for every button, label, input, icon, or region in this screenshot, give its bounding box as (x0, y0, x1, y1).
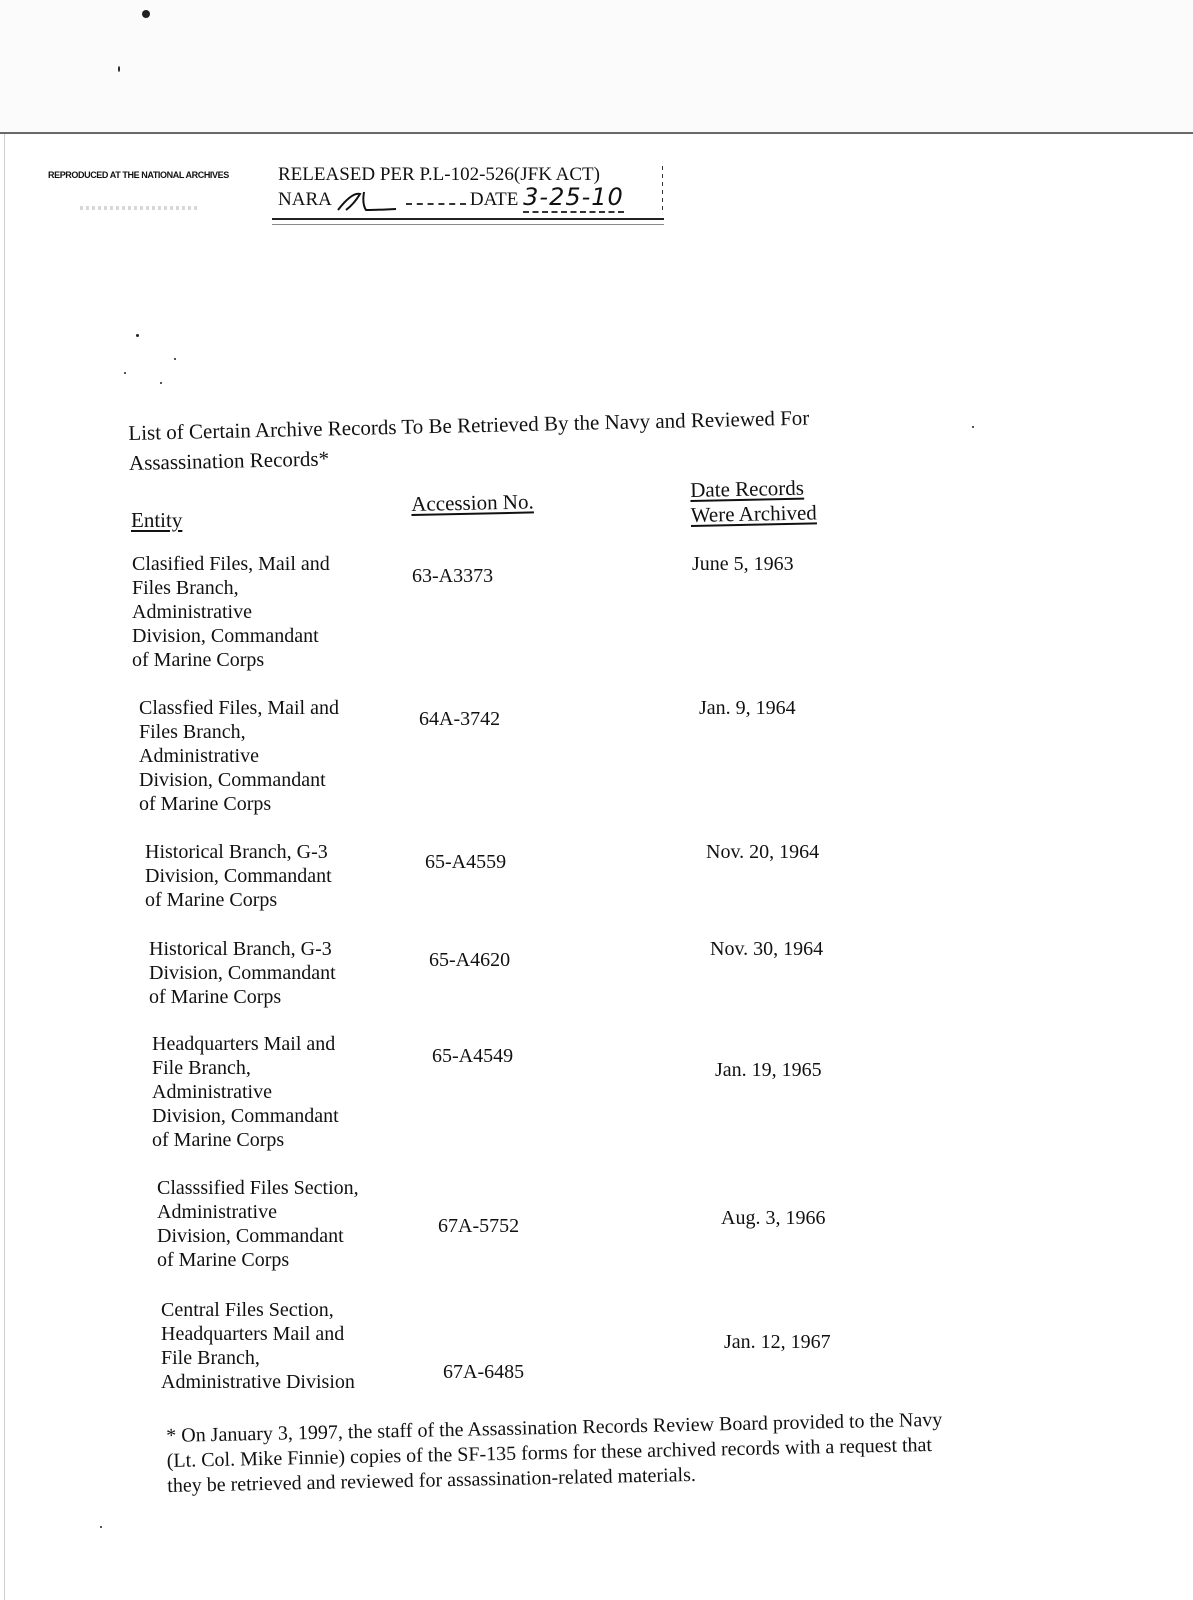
record-2-date: Jan. 9, 1964 (699, 697, 796, 719)
stamp-released-text: RELEASED PER P.L-102-526(JFK ACT) (278, 164, 600, 185)
record-7-date: Jan. 12, 1967 (724, 1331, 831, 1353)
reproduced-notice: REPRODUCED AT THE NATIONAL ARCHIVES (48, 170, 229, 180)
record-2-accession: 64A-3742 (419, 708, 501, 730)
scan-speck (160, 382, 162, 384)
column-header-date (690, 475, 817, 528)
footnote: * On January 3, 1997, the staff of the Assassination Records Review Board provided to the Navy (Lt. Col. Mike Finnie) copies of the SF-135 forms for these archived records with a request that they be retrieved and reviewed for assassination-related materials. (166, 1408, 943, 1497)
column-header-accession-label: Accession No. (411, 489, 534, 516)
release-stamp (272, 162, 664, 222)
scan-speck (118, 66, 120, 72)
stamp-rule (272, 218, 664, 220)
document-title (128, 403, 810, 478)
record-3-entity: Historical Branch, G-3 Division, Commandant of Marine Corps (145, 841, 332, 911)
record-7-entity: Central Files Section, Headquarters Mail and File Branch, Administrative Division (161, 1299, 355, 1393)
record-4-accession: 65-A4620 (429, 949, 511, 971)
scan-speck (100, 1526, 102, 1528)
scan-speck (174, 358, 176, 360)
stamp-date-label: DATE (469, 189, 519, 210)
stamp-blank-line (406, 203, 466, 205)
scan-speck (142, 10, 150, 18)
title-line-2: Assassination Records* (128, 446, 330, 475)
record-6-entity: Classsified Files Section, Administrative Division, Commandant of Marine Corps (157, 1177, 359, 1271)
record-3-accession: 65-A4559 (425, 851, 507, 873)
stamp-nara-label: NARA (278, 189, 332, 210)
record-4-date: Nov. 30, 1964 (710, 938, 824, 960)
record-5-accession: 65-A4549 (432, 1045, 514, 1067)
record-5-entity: Headquarters Mail and File Branch, Administrative Division, Commandant of Marine Corps (152, 1033, 339, 1151)
record-5-date: Jan. 19, 1965 (715, 1059, 822, 1081)
column-header-accession (411, 489, 534, 517)
scan-speck (124, 372, 126, 374)
scan-speck (136, 334, 139, 337)
signature-initials-icon (334, 190, 404, 212)
record-6-date: Aug. 3, 1966 (721, 1207, 826, 1229)
stamp-rule-secondary (272, 224, 664, 225)
page-top-edge (0, 132, 1193, 134)
scan-speck (972, 426, 974, 428)
notice-smudge (80, 206, 200, 210)
record-6-accession: 67A-5752 (438, 1215, 520, 1237)
stamp-right-border (662, 166, 663, 212)
record-1-date: June 5, 1963 (692, 553, 794, 575)
stamp-nara-date-line (278, 183, 624, 212)
column-header-entity-label: Entity (131, 508, 183, 532)
column-header-entity (131, 508, 182, 533)
column-header-date-line-2: Were Archived (690, 500, 817, 527)
scan-top-margin (0, 0, 1193, 135)
record-4-entity: Historical Branch, G-3 Division, Commandant of Marine Corps (149, 938, 336, 1008)
record-1-entity: Clasified Files, Mail and Files Branch, Administrative Division, Commandant of Marine Corps (132, 553, 330, 671)
page-left-edge (4, 134, 5, 1600)
record-1-accession: 63-A3373 (412, 565, 494, 587)
record-3-date: Nov. 20, 1964 (706, 841, 820, 863)
record-2-entity: Classfied Files, Mail and Files Branch, Administrative Division, Commandant of Marine Corps (139, 697, 339, 815)
column-header-date-line-1: Date Records (690, 475, 805, 502)
record-7-accession: 67A-6485 (443, 1361, 525, 1383)
title-line-1: List of Certain Archive Records To Be Retrieved By the Navy and Reviewed For (128, 405, 810, 445)
stamp-handwritten-date: 3-25-10 (523, 183, 624, 211)
